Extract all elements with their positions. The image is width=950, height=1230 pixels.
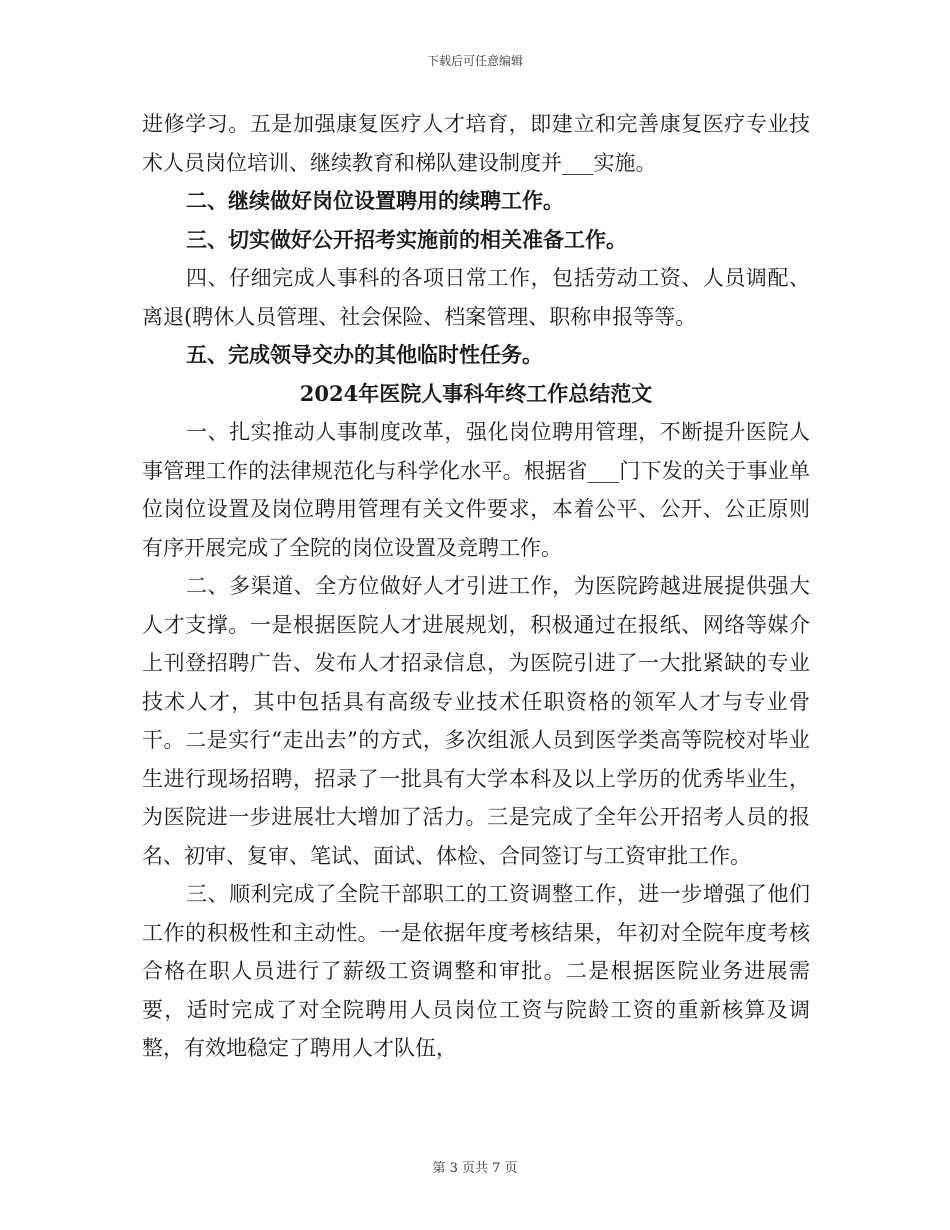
item-5-heading: 五、完成领导交办的其他临时性任务。	[186, 342, 543, 367]
section-3-paragraph: 三、顺利完成了全院干部职工的工资调整工作，进一步增强了他们工作的积极性和主动性。一是依据年度考核结果，年初对全院年度考核合格在职人员进行了薪级工资调整和审批。二是根据医院业务进展需要，适时完成了对全院聘用人员岗位工资与院龄工资的重新核算及调整，有效地稳定了聘用人才队伍，	[142, 882, 810, 1060]
item-4-paragraph: 四、仔细完成人事科的各项日常工作，包括劳动工资、人员调配、离退(聘休人员管理、社会保险、档案管理、职称申报等等。	[142, 266, 810, 329]
page-footer: 第 3 页共 7 页	[432, 1161, 518, 1176]
intro-paragraph: 进修学习。五是加强康复医疗人才培育，即建立和完善康复医疗专业技术人员岗位培训、继续教育和梯队建设制度并___实施。	[142, 112, 810, 175]
document-body	[142, 105, 810, 1068]
document-title: 2024年医院人事科年终工作总结范文	[299, 380, 653, 406]
page-header: 下载后可任意编辑	[426, 54, 523, 68]
section-1-paragraph: 一、扎实推动人事制度改革，强化岗位聘用管理，不断提升医院人事管理工作的法律规范化与科学化水平。根据省___门下发的关于事业单位岗位设置及岗位聘用管理有关文件要求，本着公平、公开、公正原则有序开展完成了全院的岗位设置及竞聘工作。	[142, 420, 810, 560]
section-2-paragraph: 二、多渠道、全方位做好人才引进工作，为医院跨越进展提供强大人才支撑。一是根据医院人才进展规划，积极通过在报纸、网络等媒介上刊登招聘广告、发布人才招录信息，为医院引进了一大批紧缺的专业技术人才，其中包括具有高级专业技术任职资格的领军人才与专业骨干。二是实行“走出去”的方式，多次组派人员到医学类高等院校对毕业生进行现场招聘，招录了一批具有大学本科及以上学历的优秀毕业生，为医院进一步进展壮大增加了活力。三是完成了全年公开招考人员的报名、初审、复审、笔试、面试、体检、合同签订与工资审批工作。	[142, 574, 810, 868]
item-2-heading: 二、继续做好岗位设置聘用的续聘工作。	[186, 188, 564, 213]
item-3-heading: 三、切实做好公开招考实施前的相关准备工作。	[186, 226, 627, 252]
